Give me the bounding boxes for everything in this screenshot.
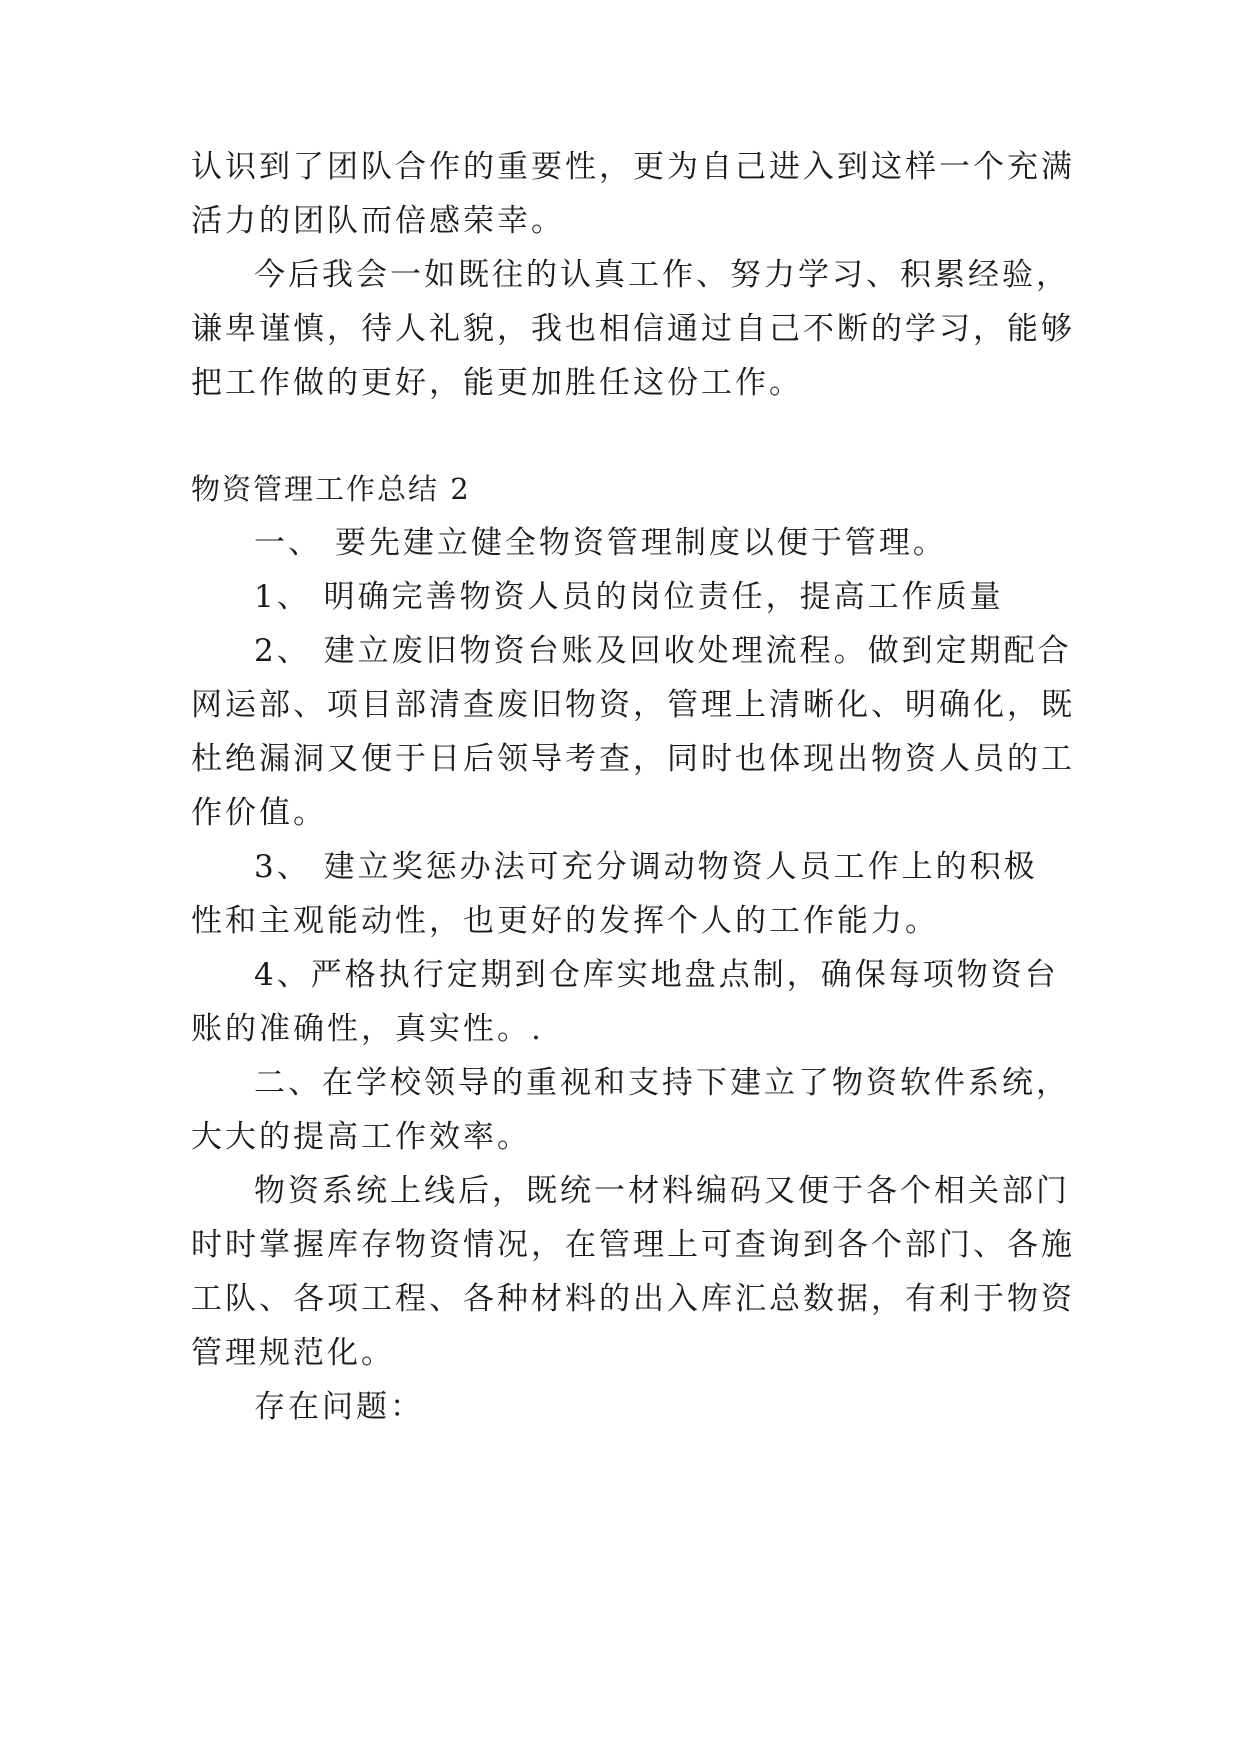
paragraph-line: 账的准确性，真实性。. <box>191 1011 544 1047</box>
paragraph-line: 网运部、项目部清查废旧物资，管理上清晰化、明确化，既 <box>191 687 1075 723</box>
paragraph-line: 杜绝漏洞又便于日后领导考查，同时也体现出物资人员的工 <box>191 741 1075 777</box>
paragraph-line: 管理规范化。 <box>191 1335 395 1371</box>
section-heading: 物资管理工作总结 2 <box>191 472 471 506</box>
paragraph-line: 1、 明确完善物资人员的岗位责任，提高工作质量 <box>254 579 1004 615</box>
paragraph-line: 今后我会一如既往的认真工作、努力学习、积累经验， <box>254 257 1070 293</box>
paragraph-line: 大大的提高工作效率。 <box>191 1119 531 1155</box>
paragraph-line: 4、严格执行定期到仓库实地盘点制，确保每项物资台 <box>254 957 1059 993</box>
paragraph-line: 活力的团队而倍感荣幸。 <box>191 203 565 239</box>
paragraph-line: 存在问题： <box>254 1389 424 1425</box>
paragraph-line: 性和主观能动性，也更好的发挥个人的工作能力。 <box>191 903 939 939</box>
paragraph-line: 二、在学校领导的重视和支持下建立了物资软件系统， <box>254 1065 1070 1101</box>
paragraph-line: 一、 要先建立健全物资管理制度以便于管理。 <box>254 525 947 561</box>
paragraph-line: 谦卑谨慎，待人礼貌，我也相信通过自己不断的学习，能够 <box>191 311 1075 347</box>
paragraph-line: 把工作做的更好，能更加胜任这份工作。 <box>191 365 803 401</box>
paragraph-line: 3、 建立奖惩办法可充分调动物资人员工作上的积极 <box>254 849 1038 885</box>
paragraph-line: 时时掌握库存物资情况，在管理上可查询到各个部门、各施 <box>191 1227 1075 1263</box>
paragraph-line: 2、 建立废旧物资台账及回收处理流程。做到定期配合 <box>254 633 1072 669</box>
paragraph-line: 工队、各项工程、各种材料的出入库汇总数据，有利于物资 <box>191 1281 1075 1317</box>
paragraph-line: 认识到了团队合作的重要性，更为自己进入到这样一个充满 <box>191 149 1075 185</box>
paragraph-line: 作价值。 <box>191 795 327 831</box>
paragraph-line: 物资系统上线后，既统一材料编码又便于各个相关部门 <box>254 1173 1070 1209</box>
